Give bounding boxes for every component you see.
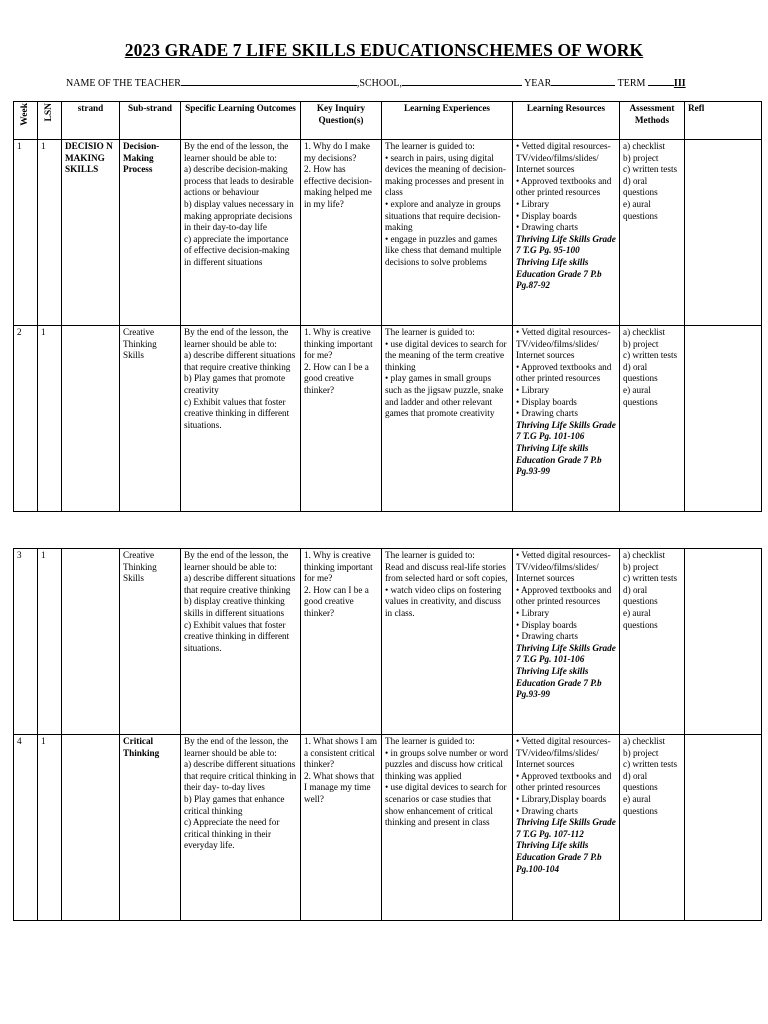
reflection-cell[interactable] bbox=[685, 326, 762, 512]
lsn-cell: 1 bbox=[38, 140, 62, 326]
outcomes-cell: By the end of the lesson, the learner should be able to: a) describe different situations that require critical thinking in their day- to-day lives b) Play games that enhance critical thinking c) Appreciate the need for critical thinking in their everyday life. bbox=[181, 735, 301, 921]
page-title: 2023 GRADE 7 LIFE SKILLS EDUCATIONSCHEMES OF WORK bbox=[124, 40, 644, 60]
teacher-blank[interactable] bbox=[181, 76, 357, 86]
col-header-substrand: Sub-strand bbox=[120, 102, 181, 140]
school-label: SCHOOL bbox=[359, 78, 400, 89]
substrand-cell: Creative Thinking Skills bbox=[120, 326, 181, 512]
pupil-book-reference: Thriving Life skills Education Grade 7 P.b Pg.87-92 bbox=[516, 256, 602, 291]
strand-cell bbox=[62, 735, 120, 921]
substrand-cell: Decision-Making Process bbox=[120, 140, 181, 326]
resources-list: • Vetted digital resources-TV/video/films/slides/ Internet sources • Approved textbooks and other printed resources • Library,Display boards • Drawing charts bbox=[516, 736, 612, 816]
assessment-cell: a) checklist b) project c) written tests d) oral questions e) aural questions bbox=[620, 735, 685, 921]
strand-cell bbox=[62, 326, 120, 512]
col-header-assessment: Assessment Methods bbox=[620, 102, 685, 140]
pupil-book-reference: Thriving Life skills Education Grade 7 P.b Pg.93-99 bbox=[516, 442, 602, 477]
col-header-strand: strand bbox=[62, 102, 120, 140]
teacher-guide-reference: Thriving Life Skills Grade 7 T.G Pg. 107-112 bbox=[516, 817, 616, 839]
assessment-cell: a) checklist b) project c) written tests d) oral questions e) aural questions bbox=[620, 549, 685, 735]
experiences-cell: The learner is guided to: • in groups solve number or word puzzles and discuss how critical thinking was applied • use digital devices to search for scenarios or case studies that show enhancement of critical thinking and present in class bbox=[382, 735, 513, 921]
col-header-experiences: Learning Experiences bbox=[382, 102, 513, 140]
school-blank[interactable] bbox=[402, 76, 522, 86]
teacher-guide-reference: Thriving Life Skills Grade 7 T.G Pg. 101-106 bbox=[516, 642, 616, 665]
outcomes-cell: By the end of the lesson, the learner should be able to: a) describe different situations that require creative thinking b) Play games that promote creativity c) Exhibit values that foster creative thinking in different situations. bbox=[181, 326, 301, 512]
substrand-cell: Creative Thinking Skills bbox=[120, 549, 181, 735]
inquiry-cell: 1. What shows I am a consistent critical thinker? 2. What shows that I manage my time well? bbox=[301, 735, 382, 921]
week-cell: 4 bbox=[14, 735, 38, 921]
year-blank[interactable] bbox=[551, 76, 615, 86]
inquiry-cell: 1. Why is creative thinking important for me? 2. How can I be a good creative thinker? bbox=[301, 549, 382, 735]
col-header-inquiry: Key Inquiry Question(s) bbox=[301, 102, 382, 140]
resources-cell bbox=[513, 140, 620, 326]
schemes-table-part1 bbox=[13, 101, 762, 512]
lsn-cell: 1 bbox=[38, 326, 62, 512]
table-row bbox=[14, 735, 762, 921]
assessment-cell: a) checklist b) project c) written tests d) oral questions e) aural questions bbox=[620, 140, 685, 326]
reflection-cell[interactable] bbox=[685, 735, 762, 921]
experiences-cell: The learner is guided to: • use digital devices to search for the meaning of the term creative thinking • play games in small groups such as the jigsaw puzzle, snake and ladder and other relevant games that promote creativity bbox=[382, 326, 513, 512]
inquiry-cell: 1. Why is creative thinking important for me? 2. How can I be a good creative thinker? bbox=[301, 326, 382, 512]
col-header-resources: Learning Resources bbox=[513, 102, 620, 140]
assessment-cell: a) checklist b) project c) written tests d) oral questions e) aural questions bbox=[620, 326, 685, 512]
table-row bbox=[14, 549, 762, 735]
week-cell: 1 bbox=[14, 140, 38, 326]
week-cell: 3 bbox=[14, 549, 38, 735]
teacher-guide-reference: Thriving Life Skills Grade 7 T.G Pg. 101-106 bbox=[516, 419, 616, 442]
term-blank[interactable] bbox=[648, 76, 674, 86]
outcomes-cell: By the end of the lesson, the learner should be able to: a) describe decision-making process that leads to desirable actions or behaviour b) display values necessary in making appropriate decisions in their day-to-day life c) appreciate the importance of effective decision-making in different situations bbox=[181, 140, 301, 326]
schemes-table-part2 bbox=[13, 548, 762, 921]
experiences-cell: The learner is guided to: • search in pairs, using digital devices the meaning of decision-making processes and present in class • explore and analyze in groups situations that require decision-making • engage in puzzles and games like chess that demand multiple decisions to solve problems bbox=[382, 140, 513, 326]
col-header-refl: Refl bbox=[685, 102, 762, 140]
resources-list: • Vetted digital resources-TV/video/films/slides/ Internet sources • Approved textbooks and other printed resources • Library • Display boards • Drawing charts bbox=[516, 141, 612, 233]
reflection-cell[interactable] bbox=[685, 549, 762, 735]
inquiry-cell: 1. Why do I make my decisions? 2. How has effective decision-making helped me in my life? bbox=[301, 140, 382, 326]
resources-cell bbox=[513, 735, 620, 921]
reflection-cell[interactable] bbox=[685, 140, 762, 326]
pupil-book-reference: Thriving Life skills Education Grade 7 P.b Pg.93-99 bbox=[516, 665, 602, 700]
substrand-cell: Critical Thinking bbox=[120, 735, 181, 921]
lsn-cell: 1 bbox=[38, 549, 62, 735]
week-cell: 2 bbox=[14, 326, 38, 512]
resources-list: • Vetted digital resources-TV/video/films/slides/ Internet sources • Approved textbooks and other printed resources • Library • Display boards • Drawing charts bbox=[516, 550, 612, 642]
lsn-cell: 1 bbox=[38, 735, 62, 921]
pupil-book-reference: Thriving Life skills Education Grade 7 P.b Pg.100-104 bbox=[516, 840, 602, 874]
resources-cell bbox=[513, 549, 620, 735]
col-header-outcomes: Specific Learning Outcomes bbox=[181, 102, 301, 140]
teacher-info-line: NAME OF THE TEACHER ,SCHOOL, YEAR TERM III bbox=[66, 78, 686, 89]
outcomes-cell: By the end of the lesson, the learner should be able to: a) describe different situations that require creative thinking b) display creative thinking skills in different situations c) Exhibit values that foster creative thinking in different situations. bbox=[181, 549, 301, 735]
resources-list: • Vetted digital resources-TV/video/films/slides/ Internet sources • Approved textbooks and other printed resources • Library • Display boards • Drawing charts bbox=[516, 327, 612, 419]
year-label: YEAR bbox=[524, 78, 552, 89]
resources-cell bbox=[513, 326, 620, 512]
col-header-lsn: LSN bbox=[38, 102, 62, 140]
col-header-week: Week bbox=[14, 102, 38, 140]
teacher-guide-reference: Thriving Life Skills Grade 7 T.G Pg. 95-100 bbox=[516, 233, 616, 256]
teacher-label: NAME OF THE TEACHER bbox=[66, 78, 181, 89]
strand-cell bbox=[62, 549, 120, 735]
header-row bbox=[14, 102, 762, 140]
strand-cell: DECISIO N MAKING SKILLS bbox=[62, 140, 120, 326]
table-row bbox=[14, 326, 762, 512]
term-value: III bbox=[673, 78, 686, 89]
experiences-cell: The learner is guided to: Read and discuss real-life stories from selected hard or soft copies, • watch video clips on fostering values in creativity, and discuss in class. bbox=[382, 549, 513, 735]
table-row bbox=[14, 140, 762, 326]
term-label: TERM bbox=[617, 78, 646, 89]
